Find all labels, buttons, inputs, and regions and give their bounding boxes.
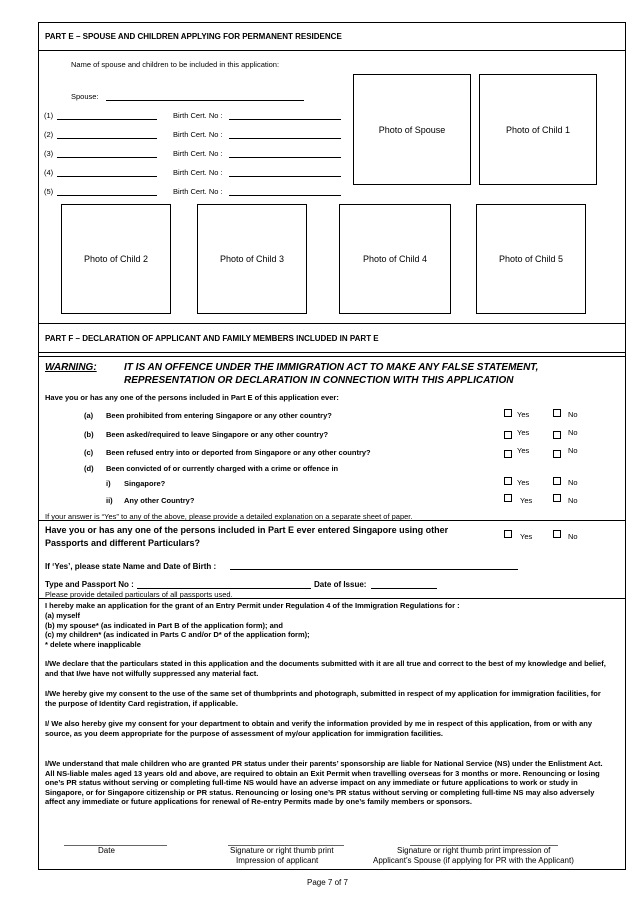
type-passport-label: Type and Passport No : <box>45 580 134 589</box>
page-border-left <box>38 22 39 870</box>
photo-child3-box[interactable] <box>197 204 307 314</box>
date-signature-line[interactable] <box>64 845 167 846</box>
child-birth-label-5: Birth Cert. No : <box>173 187 223 196</box>
child-num-5: (5) <box>44 187 54 196</box>
question-d-text: Been convicted of or currently charged with a crime or offence in <box>106 464 339 473</box>
page-border-right <box>625 22 626 870</box>
passport-yes-checkbox[interactable] <box>504 530 512 538</box>
child-birth-field-5[interactable] <box>229 195 341 196</box>
child-name-field-4[interactable] <box>57 176 157 177</box>
page-number: Page 7 of 7 <box>307 878 348 887</box>
question-dii-no-label: No <box>568 496 578 505</box>
state-name-label: If ‘Yes’, please state Name and Date of Birth : <box>45 562 217 571</box>
passport-no-label: No <box>568 532 578 541</box>
part-f-title: PART F – DECLARATION OF APPLICANT AND FAMILY MEMBERS INCLUDED IN PART E <box>45 334 379 343</box>
photo-child5-box[interactable] <box>476 204 586 314</box>
question-dii-no-checkbox[interactable] <box>553 494 561 502</box>
question-a-no-checkbox[interactable] <box>553 409 561 417</box>
question-di-no-checkbox[interactable] <box>553 477 561 485</box>
child-birth-label-3: Birth Cert. No : <box>173 149 223 158</box>
question-d-id: (d) <box>84 464 94 473</box>
date-issue-field[interactable] <box>371 588 437 589</box>
question-b-no-checkbox[interactable] <box>553 431 561 439</box>
question-c-id: (c) <box>84 448 94 457</box>
warning-line-2: REPRESENTATION OR DECLARATION IN CONNECTION WITH THIS APPLICATION <box>124 375 514 386</box>
question-di-yes-checkbox[interactable] <box>504 477 512 485</box>
date-issue-label: Date of Issue: <box>314 580 367 589</box>
child-birth-field-4[interactable] <box>229 176 341 177</box>
question-di-yes-label: Yes <box>517 478 530 487</box>
passport-question-line-2: Passports and different Particulars? <box>45 538 201 548</box>
question-di-id: i) <box>106 479 111 488</box>
declaration-c: (c) my children* (as indicated in Parts C and/or D* of the application form); <box>45 630 310 639</box>
photo-child1-box[interactable] <box>479 74 597 185</box>
child-num-2: (2) <box>44 130 54 139</box>
question-a-yes-label: Yes <box>517 410 530 419</box>
question-dii-text: Any other Country? <box>124 496 195 505</box>
photo-child2-box[interactable] <box>61 204 171 314</box>
warning-line-1: IT IS AN OFFENCE UNDER THE IMMIGRATION ACT TO MAKE ANY FALSE STATEMENT, <box>124 362 539 373</box>
spouse-signature-label-2: Applicant’s Spouse (if applying for PR with the Applicant) <box>373 856 574 865</box>
part-f-header-divider <box>38 352 626 353</box>
child-birth-label-4: Birth Cert. No : <box>173 168 223 177</box>
question-c-yes-checkbox[interactable] <box>504 450 512 458</box>
child-name-field-3[interactable] <box>57 157 157 158</box>
photo-child4-label: Photo of Child 4 <box>362 254 428 264</box>
spouse-name-field[interactable] <box>106 100 304 101</box>
passport-no-checkbox[interactable] <box>553 530 561 538</box>
spouse-signature-label-1: Signature or right thumb print impression of <box>397 846 551 855</box>
part-e-header-divider <box>38 50 626 51</box>
type-passport-field[interactable] <box>137 588 311 589</box>
question-b-text: Been asked/required to leave Singapore or any other country? <box>106 430 329 439</box>
child-name-field-5[interactable] <box>57 195 157 196</box>
photo-spouse-label: Photo of Spouse <box>378 124 446 135</box>
question-a-yes-checkbox[interactable] <box>504 409 512 417</box>
declaration-delete-note: * delete where inapplicable <box>45 640 141 649</box>
question-b-yes-label: Yes <box>517 428 530 437</box>
child-name-field-1[interactable] <box>57 119 157 120</box>
question-dii-yes-checkbox[interactable] <box>504 494 512 502</box>
question-b-yes-checkbox[interactable] <box>504 431 512 439</box>
child-birth-field-1[interactable] <box>229 119 341 120</box>
state-name-field[interactable] <box>230 569 518 570</box>
page-border-bottom <box>38 869 626 870</box>
applicant-signature-label-1: Signature or right thumb print <box>230 846 334 855</box>
warning-divider <box>38 356 626 357</box>
question-dii-yes-label: Yes <box>520 496 533 505</box>
part-f-top-divider <box>38 323 626 324</box>
question-a-no-label: No <box>568 410 578 419</box>
passport-yes-label: Yes <box>520 532 533 541</box>
child-birth-field-3[interactable] <box>229 157 341 158</box>
yes-note: If your answer is “Yes” to any of the above, please provide a detailed explanation on a separate sheet of paper. <box>45 512 413 521</box>
part-e-title: PART E – SPOUSE AND CHILDREN APPLYING FOR PERMANENT RESIDENCE <box>45 32 342 41</box>
photo-spouse-box[interactable] <box>353 74 471 185</box>
question-b-no-label: No <box>568 428 578 437</box>
provide-details-underlined: all passports <box>170 590 213 599</box>
spouse-label: Spouse: <box>71 92 99 101</box>
child-birth-label-2: Birth Cert. No : <box>173 130 223 139</box>
question-di-text: Singapore? <box>124 479 166 488</box>
question-intro: Have you or has any one of the persons included in Part E of this application ever: <box>45 393 339 402</box>
provide-details-note <box>45 590 233 599</box>
question-dii-id: ii) <box>106 496 113 505</box>
photo-child1-label: Photo of Child 1 <box>505 124 571 135</box>
question-c-text: Been refused entry into or deported from Singapore or any other country? <box>106 448 371 457</box>
child-num-1: (1) <box>44 111 54 120</box>
child-num-3: (3) <box>44 149 54 158</box>
photo-child3-label: Photo of Child 3 <box>219 254 285 264</box>
question-c-no-label: No <box>568 446 578 455</box>
question-a-text: Been prohibited from entering Singapore or any other country? <box>106 411 332 420</box>
declaration-paragraph-4: I/We understand that male children who are granted PR status under their parents’ sponsorship are liable for National Service (NS) under the Enlistment Act. All NS-liable males aged 13 years old and above, are required to obtain an Exit Permit when travelling overseas for 3 months or more. Renouncing or losing one’s PR status without serving or completing full-time NS would have an adverse impact on any immediate or future applications to work or study in Singapore, or for Singapore citizenship or PR status. Renouncing or losing one’s PR status without serving or completing full-time NS may also adversely affect any immediate or future applications for renewal of Re-entry Permits made by one’s family members or sponsors. <box>45 759 603 806</box>
photo-child5-label: Photo of Child 5 <box>498 254 564 264</box>
question-b-id: (b) <box>84 430 94 439</box>
passport-question-line-1: Have you or has any one of the persons included in Part E ever entered Singapore using other <box>45 525 449 535</box>
child-num-4: (4) <box>44 168 54 177</box>
child-birth-label-1: Birth Cert. No : <box>173 111 223 120</box>
declaration-paragraph-2: I/We hereby give my consent to the use of the same set of thumbprints and photograph, submitted in respect of my application for immigration facilities, for the purpose of Identity Card registration, if applicable. <box>45 689 601 708</box>
declaration-paragraph-3: I/ We also hereby give my consent for your department to obtain and verify the information provided by me in respect of this application, from or with any source, as you deem appropriate for the purpose of assessment of my/our application for immigration facilities. <box>45 719 593 738</box>
declaration-intro: I hereby make an application for the grant of an Entry Permit under Regulation 4 of the Immigration Regulations for : <box>45 601 460 610</box>
question-di-no-label: No <box>568 478 578 487</box>
question-c-no-checkbox[interactable] <box>553 450 561 458</box>
question-c-yes-label: Yes <box>517 446 530 455</box>
photo-child4-box[interactable] <box>339 204 451 314</box>
declaration-paragraph-1: I/We declare that the particulars stated in this application and the documents submitted with it are all true and correct to the best of my knowledge and belief, and that I/we have not wilfully suppressed any material fact. <box>45 659 606 678</box>
child-birth-field-2[interactable] <box>229 138 341 139</box>
applicant-signature-label-2: Impression of applicant <box>236 856 319 865</box>
part-e-instruction: Name of spouse and children to be included in this application: <box>71 60 280 69</box>
child-name-field-2[interactable] <box>57 138 157 139</box>
page-border-top <box>38 22 626 23</box>
declaration-b: (b) my spouse* (as indicated in Part B of the application form); and <box>45 621 283 630</box>
date-label: Date <box>98 846 115 855</box>
declaration-a: (a) myself <box>45 611 81 620</box>
photo-child2-label: Photo of Child 2 <box>83 254 149 264</box>
provide-details-post: used. <box>212 590 233 599</box>
provide-details-pre: Please provide detailed particulars of <box>45 590 171 599</box>
question-a-id: (a) <box>84 411 94 420</box>
warning-label: WARNING: <box>45 362 97 373</box>
